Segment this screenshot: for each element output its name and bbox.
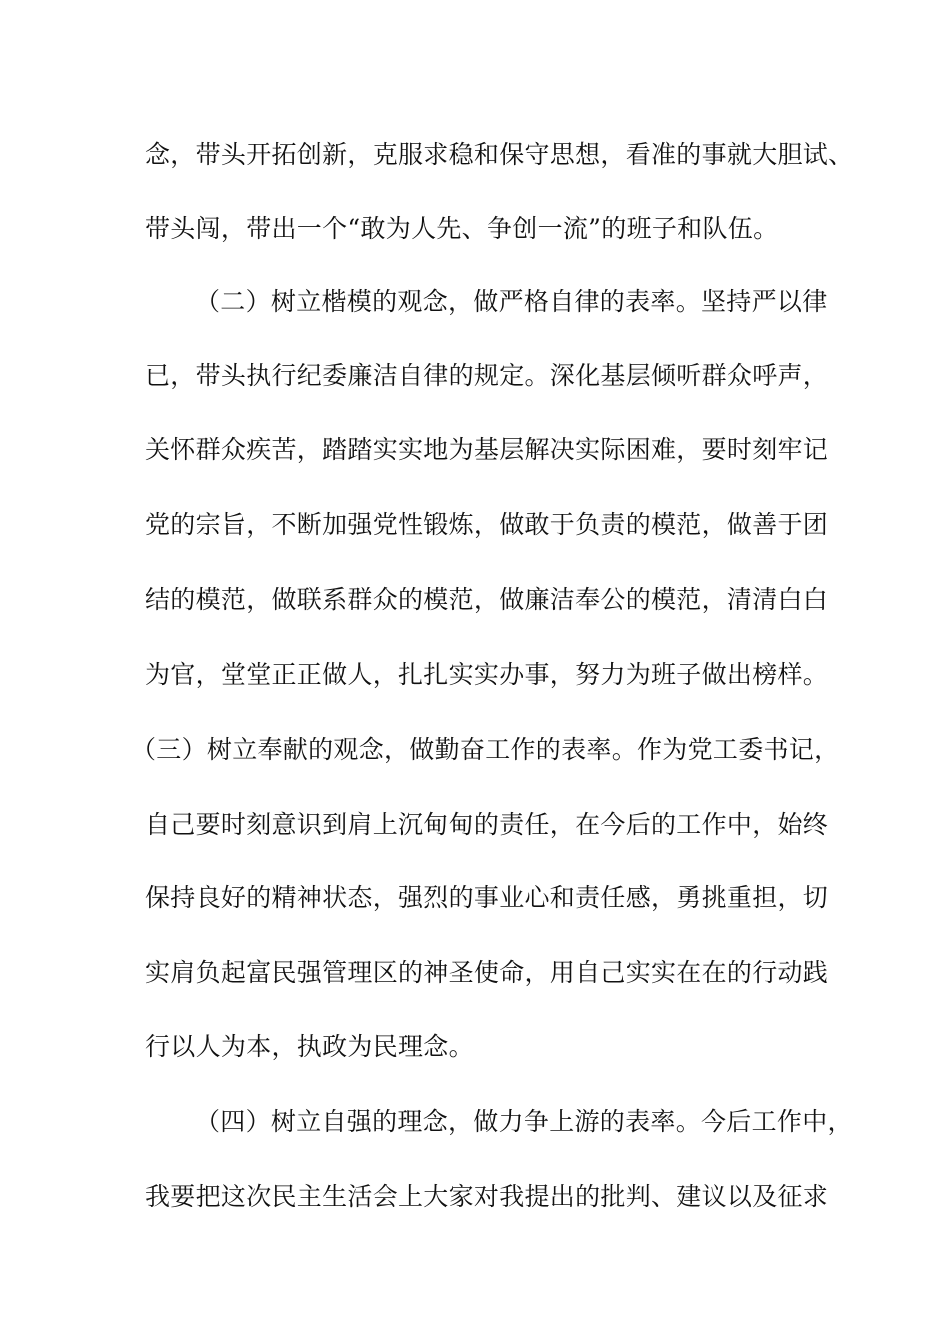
- text-line-5: 关怀群众疾苦，踏踏实实地为基层解决实际困难，要时刻牢记: [145, 435, 829, 464]
- paragraph-3-start: （三）树立奉献的观念，做勤奋工作的表率。作为党工委书记，: [131, 735, 840, 764]
- text-line-12: 实肩负起富民强管理区的神圣使命，用自己实实在在的行动践: [145, 958, 829, 987]
- text-line-15: 我要把这次民主生活会上大家对我提出的批判、建议以及征求: [145, 1182, 829, 1211]
- text-line-1: 念，带头开拓创新，克服求稳和保守思想，看准的事就大胆试、: [145, 140, 854, 169]
- text-line-8: 为官，堂堂正正做人，扎扎实实办事，努力为班子做出榜样。: [145, 660, 829, 689]
- text-line-2: 带头闯，带出一个“敢为人先、争创一流”的班子和队伍。: [145, 214, 779, 243]
- text-line-6: 党的宗旨，不断加强党性锻炼，做敢于负责的模范，做善于团: [145, 510, 829, 539]
- text-line-10: 自己要时刻意识到肩上沉甸甸的责任，在今后的工作中，始终: [145, 810, 829, 839]
- text-line-4: 已，带头执行纪委廉洁自律的规定。深化基层倾听群众呼声，: [145, 361, 829, 390]
- text-line-7: 结的模范，做联系群众的模范，做廉洁奉公的模范，清清白白: [145, 585, 829, 614]
- text-line-13: 行以人为本，执政为民理念。: [145, 1032, 474, 1061]
- paragraph-4-start: （四）树立自强的理念，做力争上游的表率。今后工作中，: [195, 1107, 853, 1136]
- text-line-11: 保持良好的精神状态，强烈的事业心和责任感，勇挑重担，切: [145, 883, 829, 912]
- paragraph-2-start: （二）树立楷模的观念，做严格自律的表率。坚持严以律: [195, 287, 828, 316]
